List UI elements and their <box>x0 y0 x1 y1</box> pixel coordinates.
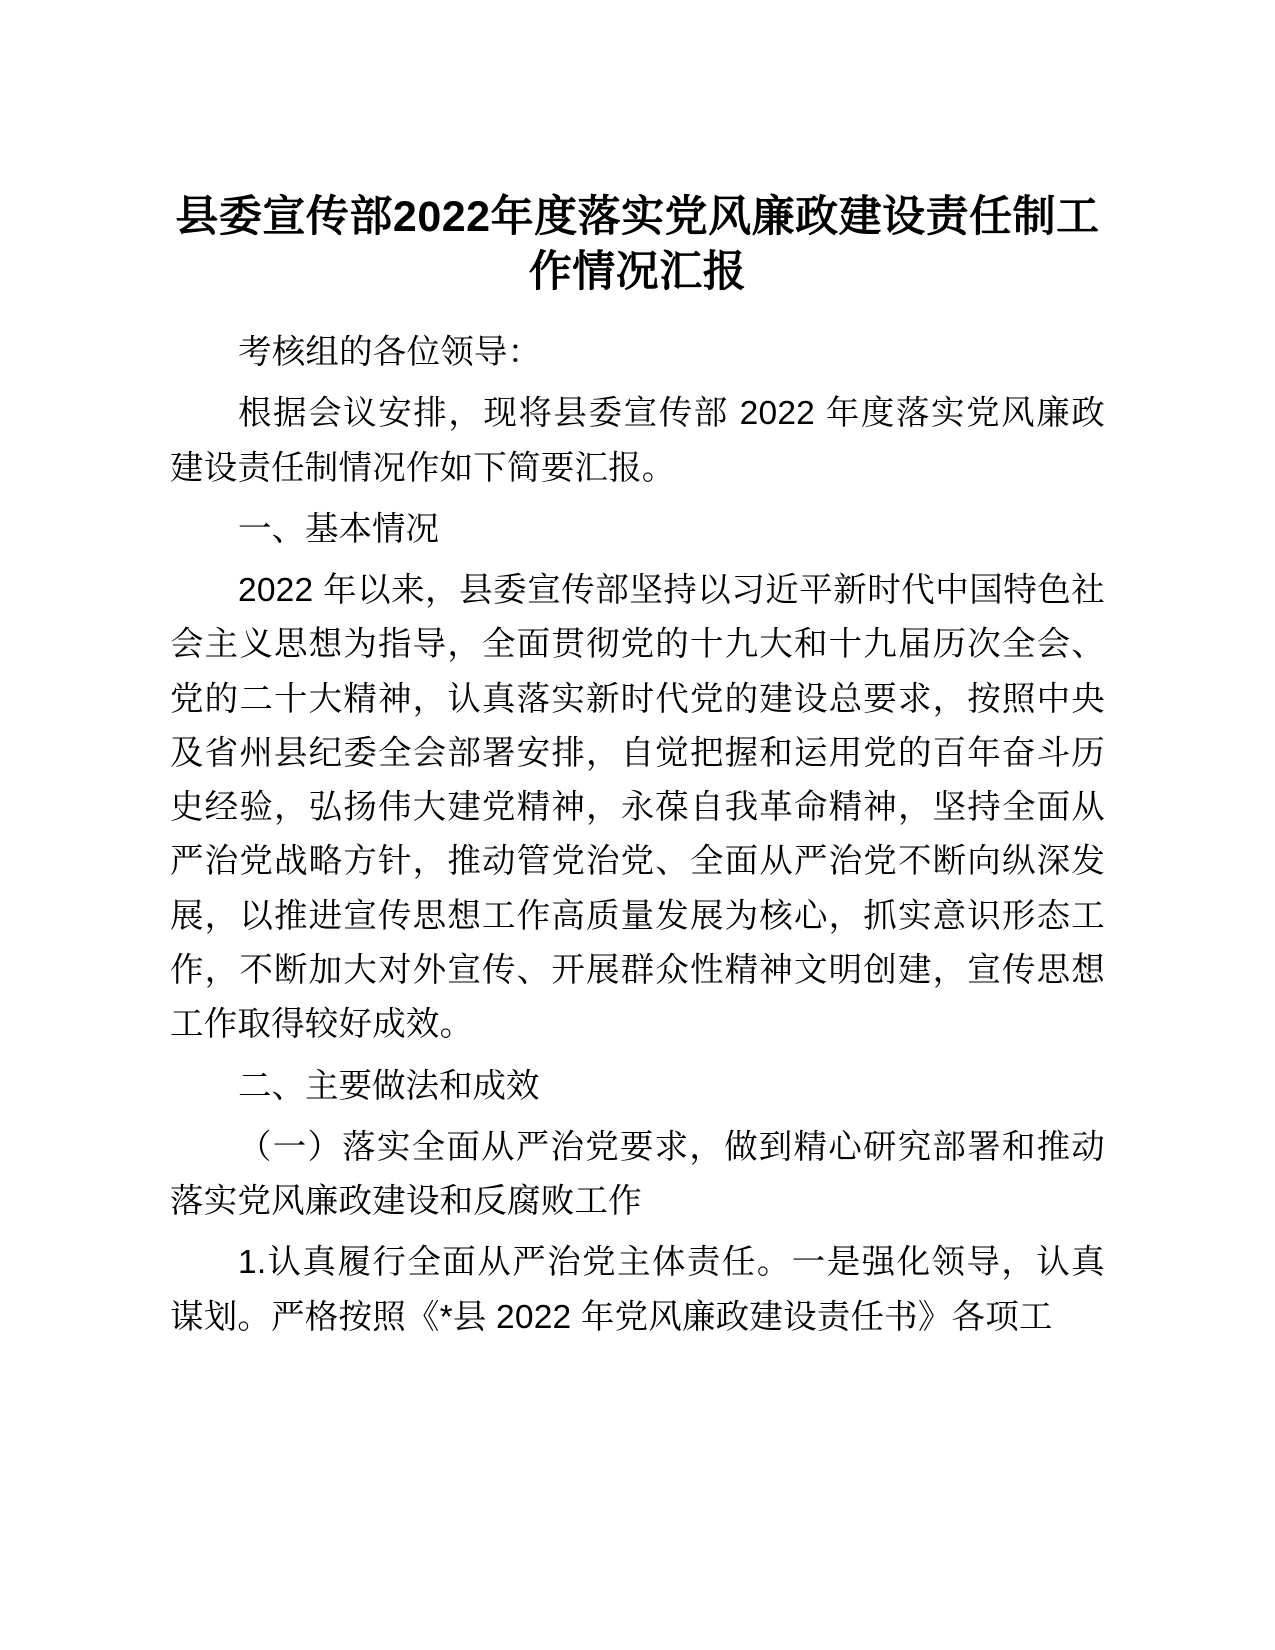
page-title: 县委宣传部2022年度落实党风廉政建设责任制工作情况汇报 <box>175 193 1100 297</box>
section-heading-1: 一、基本情况 <box>238 510 439 548</box>
paragraph-basic-situation: 2022 年以来，县委宣传部坚持以习近平新时代中国特色社会主义思想为指导，全面贯彻党的十九大和十九届历次全会、党的二十大精神，认真落实新时代党的建设总要求，按照中央及省州县纪委全会部署安排，自觉把握和运用党的百年奋斗历史经验，弘扬伟大建党精神，永葆自我革命精神，坚持全面从严治党战略方针，推动管党治党、全面从严治党不断向纵深发展，以推进宣传思想工作高质量发展为核心，抓实意识形态工作，不断加大对外宣传、开展群众性精神文明创建，宣传思想工作取得较好成效。 <box>170 572 1105 1044</box>
paragraph-intro: 根据会议安排，现将县委宣传部 2022 年度落实党风廉政建设责任制情况作如下简要汇报。 <box>170 395 1105 487</box>
paragraph-item-1: 1.认真履行全面从严治党主体责任。一是强化领导，认真谋划。严格按照《*县 2022 年党风廉政建设责任书》各项工 <box>170 1244 1105 1336</box>
subsection-heading-1: （一）落实全面从严治党要求，做到精心研究部署和推动落实党风廉政建设和反腐败工作 <box>170 1128 1105 1221</box>
salutation: 考核组的各位领导： <box>238 334 542 372</box>
section-heading-2: 二、主要做法和成效 <box>238 1067 540 1105</box>
